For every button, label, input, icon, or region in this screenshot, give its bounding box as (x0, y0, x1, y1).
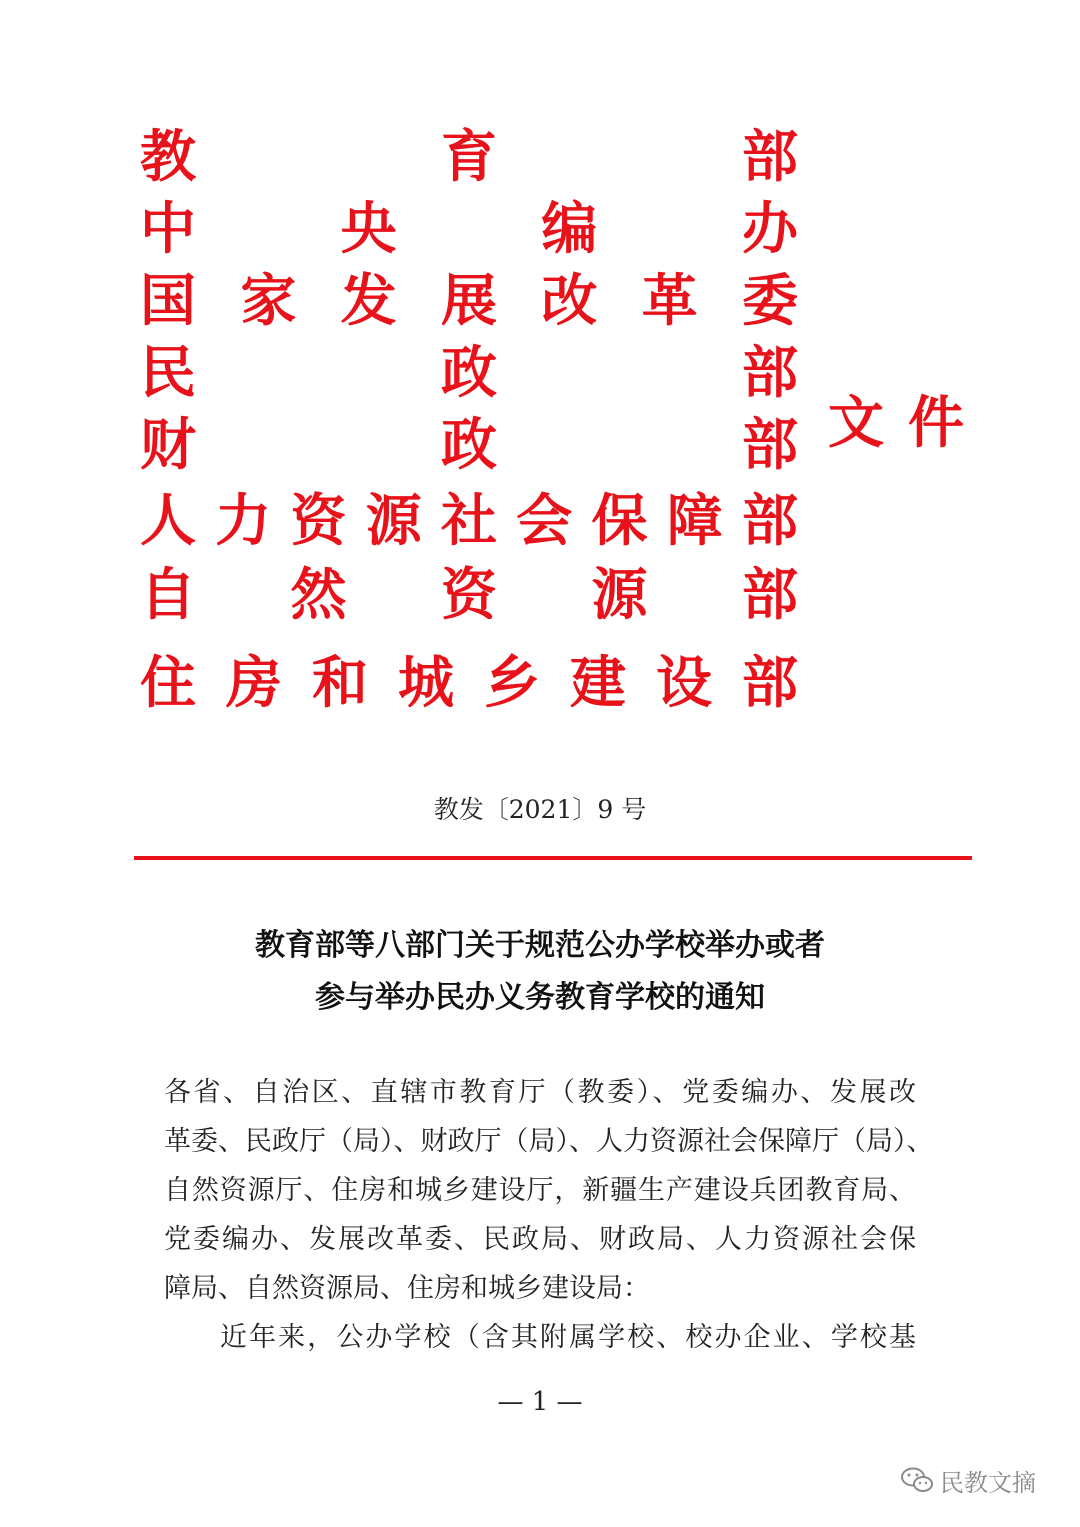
document-number: 教发〔2021〕9 号 (433, 795, 647, 824)
issuer-char: 展 (440, 268, 497, 334)
red-separator-line (134, 856, 972, 860)
issuer-char: 中 (140, 196, 196, 262)
document-body (164, 1068, 934, 1362)
watermark (900, 1460, 1036, 1500)
issuer-char: 政 (440, 340, 497, 406)
issuer-char: 育 (440, 124, 497, 190)
document-title (0, 920, 1080, 1024)
issuer-char: 革 (641, 268, 698, 334)
issuer-row (138, 410, 800, 480)
body-line: 党委编办、发展改革委、民政局、财政局、人力资源社会保 (164, 1224, 916, 1255)
body-line: 自然资源厅、住房和城乡建设厅，新疆生产建设兵团教育局、 (164, 1175, 916, 1206)
issuer-row (138, 266, 800, 336)
issuer-char: 部 (741, 340, 798, 406)
title-line-2: 参与举办民办义务教育学校的通知 (315, 980, 765, 1015)
issuer-char: 国 (140, 268, 196, 334)
issuer-char: 编 (541, 196, 598, 262)
issuer-char: 源 (365, 488, 422, 554)
issuer-char: 央 (340, 196, 397, 262)
issuer-char: 部 (742, 488, 798, 554)
issuer-char: 障 (666, 488, 723, 554)
issuer-row (138, 486, 800, 556)
issuer-row (138, 648, 800, 718)
issuer-char: 改 (541, 268, 598, 334)
issuer-char: 会 (516, 488, 573, 554)
issuer-char: 部 (742, 650, 798, 716)
issuer-char: 民 (140, 340, 196, 406)
issuer-char: 部 (741, 412, 798, 478)
issuer-char: 人 (140, 488, 196, 554)
issuer-char: 建 (570, 650, 626, 716)
body-line: 障局、自然资源局、住房和城乡建设局： (164, 1273, 650, 1304)
issuer-char: 设 (656, 650, 712, 716)
issuer-char: 和 (312, 650, 368, 716)
issuer-char: 房 (226, 650, 282, 716)
issuer-char: 教 (140, 124, 196, 190)
page-number: — 1 — (497, 1387, 583, 1417)
document-suffix: 文件 (828, 390, 988, 456)
issuer-char: 家 (240, 268, 297, 334)
issuer-row (138, 122, 800, 192)
issuer-row (138, 194, 800, 264)
issuer-char: 自 (140, 562, 196, 628)
issuer-char: 乡 (484, 650, 540, 716)
issuer-char: 财 (140, 412, 196, 478)
issuer-char: 部 (742, 562, 798, 628)
issuer-char: 社 (441, 488, 497, 554)
issuer-row (138, 560, 800, 630)
issuer-char: 力 (215, 488, 272, 554)
body-line: 革委、民政厅（局）、财政厅（局）、人力资源社会保障厅（局）、 (164, 1126, 934, 1157)
issuer-char: 资 (441, 562, 497, 628)
wechat-icon (900, 1466, 934, 1494)
watermark-text: 民教文摘 (940, 1468, 1036, 1497)
body-line: 近年来，公办学校（含其附属学校、校办企业、学校基 (220, 1322, 916, 1353)
issuer-char: 保 (591, 488, 648, 554)
issuer-char: 委 (741, 268, 798, 334)
issuer-char: 政 (440, 412, 497, 478)
issuer-char: 城 (398, 650, 454, 716)
issuer-char: 然 (290, 562, 347, 628)
body-line: 各省、自治区、直辖市教育厅（教委）、党委编办、发展改 (164, 1077, 916, 1108)
issuer-char: 部 (741, 124, 798, 190)
issuer-char: 住 (140, 650, 196, 716)
issuer-char: 资 (290, 488, 347, 554)
issuer-row (138, 338, 800, 408)
issuer-char: 发 (340, 268, 397, 334)
title-line-1: 教育部等八部门关于规范公办学校举办或者 (255, 928, 825, 963)
issuer-char: 办 (741, 196, 798, 262)
issuer-char: 源 (591, 562, 648, 628)
